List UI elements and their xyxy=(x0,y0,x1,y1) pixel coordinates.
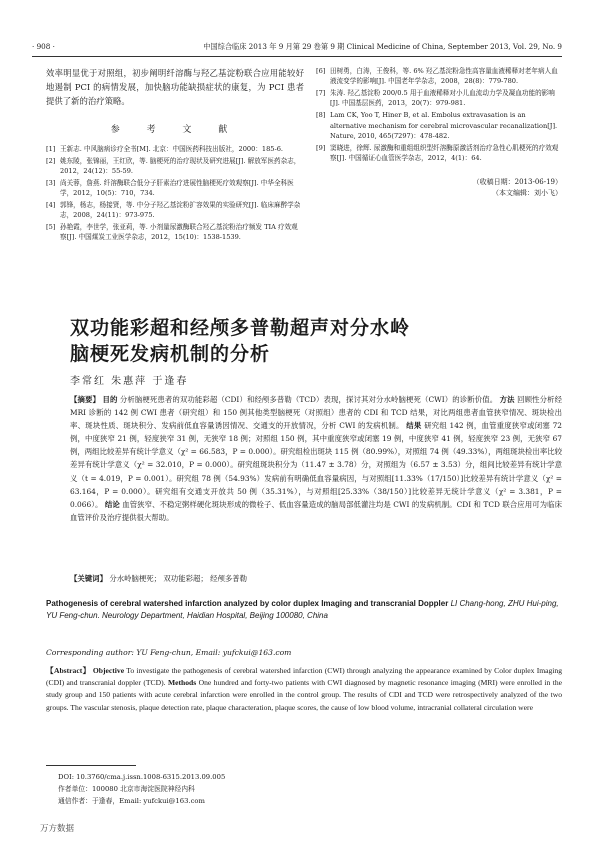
doi-line: DOI: 10.3760/cma.j.issn.1008-6315.2013.09.005 xyxy=(58,773,226,781)
corresponding-author: Corresponding author: YU Feng-chun, Email: yufckui@163.com xyxy=(46,648,292,657)
reference-item: [3] 尚关蓉，詹燕. 纤溶酶联合低分子肝素治疗进展性脑梗死疗效观察[J]. 中华全科医学，2012，10(5)：710，734. xyxy=(46,178,294,198)
english-abstract xyxy=(46,665,562,714)
received-date: （收稿日期：2013-06-19） xyxy=(472,178,562,187)
reference-item: [9] 窦晓进，徐辉. 尿激酶和重组组织型纤溶酶原激活剂治疗急性心肌梗死的疗效观察[J]. 中国循证心血管医学杂志，2012，4(1)：64. xyxy=(316,143,559,163)
watermark: 万方数据 xyxy=(40,824,75,834)
reference-item: [6] 田树勇，白涛，王俊科，等. 6% 羟乙基淀粉急性高容量血液稀释对老年病人血液流变学的影响[J]. 中国老年学杂志，2008，28(8)：779-780. xyxy=(316,67,558,86)
methods-label: 方法 xyxy=(499,395,515,404)
methods-text: 回顾性分析经 MRI 诊断的 142 例 CWI 患者（研究组）和 150 例其他类型脑梗死（对照组）患者的 CDI 和 TCD 结果，对比两组患者血管狭窄情况、斑块检出率、斑块性质、斑块积分、发病前低血容量诱因情况、交通支的开放情况，分析 CWI 的发病机制。 xyxy=(70,395,562,431)
page-number: · 908 · xyxy=(32,42,55,51)
left-column xyxy=(46,66,304,244)
reference-item: [2] 姚东陵，张锦丽，王红欣，等. 脑梗死的治疗现状及研究进展[J]. 解放军医药杂志，2012，24(12)：55-59. xyxy=(46,156,301,175)
correspondence-line: 通信作者：于逢春，Email: yufckui@163.com xyxy=(58,797,205,805)
keywords-line xyxy=(70,573,247,584)
reference-item: [1] 王新志. 中风脑病诊疗全书[M]. 北京：中国医药科技出版社，2000：185-6. xyxy=(46,144,284,153)
right-column xyxy=(316,66,562,199)
keywords-text: 分水岭脑梗死； 双功能彩超； 经颅多普勒 xyxy=(109,574,248,583)
received-date-block xyxy=(316,177,562,199)
article-title-line2: 脑梗死发病机制的分析 xyxy=(70,343,271,365)
chinese-abstract xyxy=(70,393,562,524)
en-objective-text: To investigate the pathogenesis of cerebral watershed infarction (CWI) through analyzing the appearance examined by Color duplex Imaging (CDI) and transcranial doppler (TCD). xyxy=(46,666,562,688)
author-affiliation-line: 作者单位：100080 北京市海淀医院神经内科 xyxy=(58,785,195,793)
journal-citation-line: 中国综合临床 2013 年 9 月第 29 卷第 9 期 Clinical Medicine of China, September 2013, Vol. 29, No. 9 xyxy=(203,42,562,51)
footnote-rule xyxy=(46,765,136,766)
objective-text: 分析脑梗死患者的双功能彩超（CDI）和经颅多普勒（TCD）表现，探讨其对分水岭脑梗死（CWI）的诊断价值。 xyxy=(119,395,498,404)
article-title xyxy=(70,315,410,367)
conclusion-label: 结论 xyxy=(104,499,120,509)
reference-item: [5] 孙艳霞，李世学，张亚莉，等. 小剂量尿激酶联合羟乙基淀粉治疗频发 TIA 疗效观察[J]. 中国煤炭工业医学杂志，2012，15(10)：1538-1539. xyxy=(46,223,298,242)
article-authors: 李常红 朱惠萍 于逢春 xyxy=(70,376,189,387)
reference-item: [8] Lam CK, Yoo T, Hiner B, et al. Embolus extravasation is an alternative mechanism for cerebral microvascular recanalization[J]. Nature, 2010, 465(7297)：478-482. xyxy=(316,111,558,140)
objective-label: 目的 xyxy=(102,395,118,404)
article-title-line1: 双功能彩超和经颅多普勒超声对分水岭 xyxy=(70,317,411,339)
running-header xyxy=(32,40,562,54)
reference-item: [7] 朱涛. 羟乙基淀粉 200/0.5 用于血液稀释对小儿血流动力学及凝血功能的影响[J]. 中国基层医药，2013，20(7)：979-981. xyxy=(316,89,555,108)
en-abstract-label: 【Abstract】 xyxy=(46,666,91,675)
results-text: 研究组 142 例，血管重度狭窄或闭塞 72 例，中度狭窄 21 例，轻度狭窄 31 例，无狭窄 18 例；对照组 150 例，其中重度狭窄或闭塞 19 例，中度狭窄 41 例，轻度狭窄 23 例，无狭窄 67 例，两组比较差异有统计学意义（χ² = 66.583，P = 0.000）。研究组检出斑块 115 例（80.99%），对照组 74 例（49.33%），两组斑块检出率比较差异有统计学意义（χ² = 32.010，P = 0.000）。研究组斑块积分为（11.47 ± 3.78）分，对照组为（6.57 ± 3.53）分，组间比较差异有统计学意义（t = 4.019，P = 0.001）。研究组 78 例（54.93%）发病前有明确低血容量病因，与对照组[11.33%（17/150）]比较差异有统计学意义（χ² = 63.164，P = 0.000）。研究组有交通支开放共 50 例（35.31%），与对照组[25.33%（38/150）]比较差异无统计学意义（χ² = 3.381，P = 0.066）。 xyxy=(70,421,562,509)
abstract-label: 【摘要】 xyxy=(70,395,100,404)
header-rule xyxy=(32,56,562,57)
en-methods-text: One hundred and forty-two patients with CWI diagnosed by magnetic resonance imaging (MRI) were enrolled in the study group and 150 patients with acute cerebral infarction were enrolled in the control group. The results of CDI and TCD were retrospectively analyzed of the two groups. The vascular stenosis, plaque detection rate, plaque characteration, plaque scores, the cause of low blood volume, intracranial collateral circulation were xyxy=(46,678,562,712)
references-heading: 参 考 文 献 xyxy=(110,124,240,135)
previous-article-text: 效率明显优于对照组，初步阐明纤溶酶与羟乙基淀粉联合应用能较好地遏制 PCI 的病情发展，加快脑功能缺损症状的康复，为 PCI 患者提供了新的治疗策略。 xyxy=(46,68,304,107)
editor-note: （本文编辑：刘小飞） xyxy=(492,189,562,198)
conclusion-text: 血管狭窄、不稳定粥样硬化斑块形成的微栓子、低血容量造成的脑局部低灌注均是 CWI 的发病机制。CDI 和 TCD 联合应用可为临床血管评价及治疗提供很大帮助。 xyxy=(70,499,562,522)
english-title xyxy=(46,598,562,622)
en-objective-label: Objective xyxy=(92,666,125,675)
en-methods-label: Methods xyxy=(167,678,197,688)
keywords-label: 【关键词】 xyxy=(70,574,107,583)
english-title-text: Pathogenesis of cerebral watershed infarction analyzed by color duplex Imaging and transcranial Doppler xyxy=(46,599,449,608)
results-label: 结果 xyxy=(406,421,422,431)
english-authors-affiliation: LI Chang-hong, ZHU Hui-ping, YU Feng-chun. Neurology Department, Haidian Hospital, Beijing 100080, China xyxy=(46,599,559,620)
footnotes xyxy=(58,771,225,807)
reference-item: [4] 郭锋，杨志，杨接贤，等. 中分子羟乙基淀粉扩容效果的实验研究[J]. 临床麻醉学杂志，2008，24(11)：973-975. xyxy=(46,201,301,220)
